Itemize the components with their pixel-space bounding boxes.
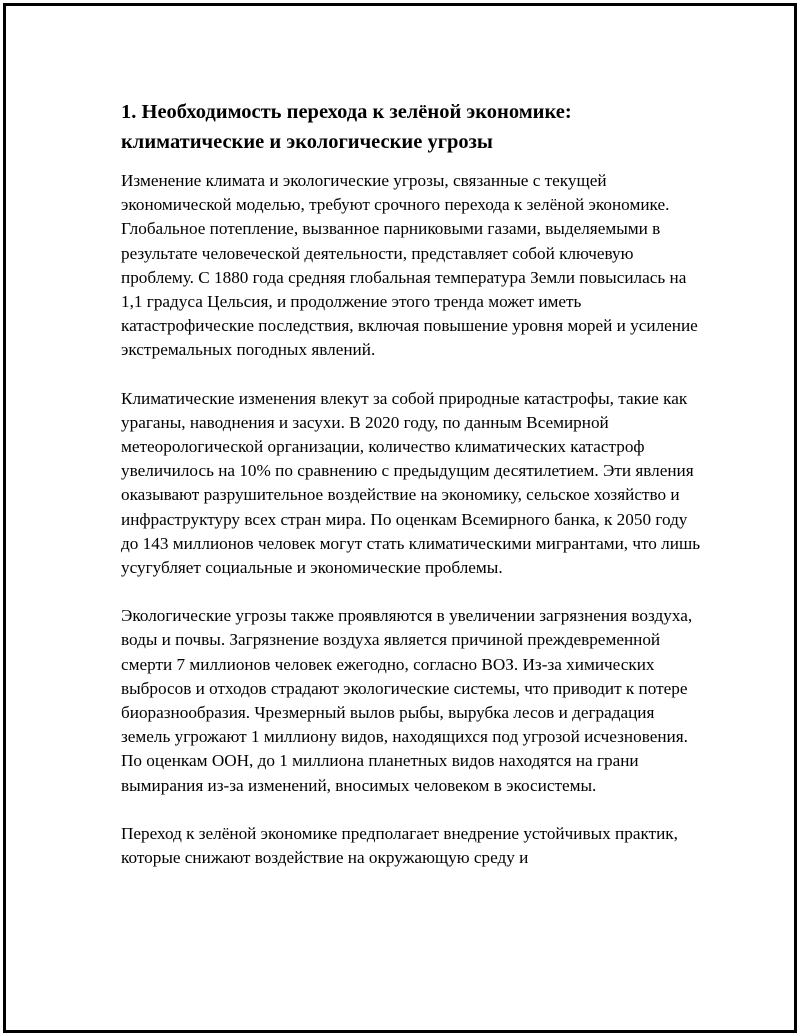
paragraph-environmental-threats: Экологические угрозы также проявляются в увеличении загрязнения воздуха, воды и почвы. Загрязнение воздуха является причиной преждевременной смерти 7 миллионов человек ежегодно, согласно ВОЗ. Из-за химических выбросов и отходов страдают экологические системы, что приводит к потере биоразнообразия. Чрезмерный вылов рыбы, вырубка лесов и деградация земель угрожают 1 миллиону видов, находящихся под угрозой исчезновения. По оценкам ООН, до 1 миллиона планетных видов находятся на грани вымирания из-за изменений, вносимых человеком в экосистемы. [121,606,693,795]
paragraph-green-transition: Переход к зелёной экономике предполагает внедрение устойчивых практик, которые снижают воздействие на окружающую среду и [121,823,678,868]
paragraph-natural-disasters: Климатические изменения влекут за собой природные катастрофы, такие как ураганы, наводнения и засухи. В 2020 году, по данным Всемирной метеорологической организации, количество климатических катастроф увеличилось на 10% по сравнению с предыдущим десятилетием. Эти явления оказывают разрушительное воздействие на экономику, сельское хозяйство и инфраструктуру всех стран мира. По оценкам Всемирного банка, к 2050 году до 143 миллионов человек могут стать климатическими мигрантами, что лишь усугубляет социальные и экономические проблемы. [121,388,701,578]
paragraph-climate-change: Изменение климата и экологические угрозы, связанные с текущей экономической моделью, требуют срочного перехода к зелёной экономике. Глобальное потепление, вызванное парниковыми газами, выделяемыми в результате человеческой деятельности, представляет собой ключевую проблему. С 1880 года средняя глобальная температура Земли повысилась на 1,1 градуса Цельсия, и продолжение этого тренда может иметь катастрофические последствия, включая повышение уровня морей и усиление экстремальных погодных явлений. [121,171,698,360]
page-frame [3,3,797,1033]
section-heading: 1. Необходимость перехода к зелёной экономике: климатические и экологические угрозы [121,101,572,153]
document-body [121,97,706,870]
